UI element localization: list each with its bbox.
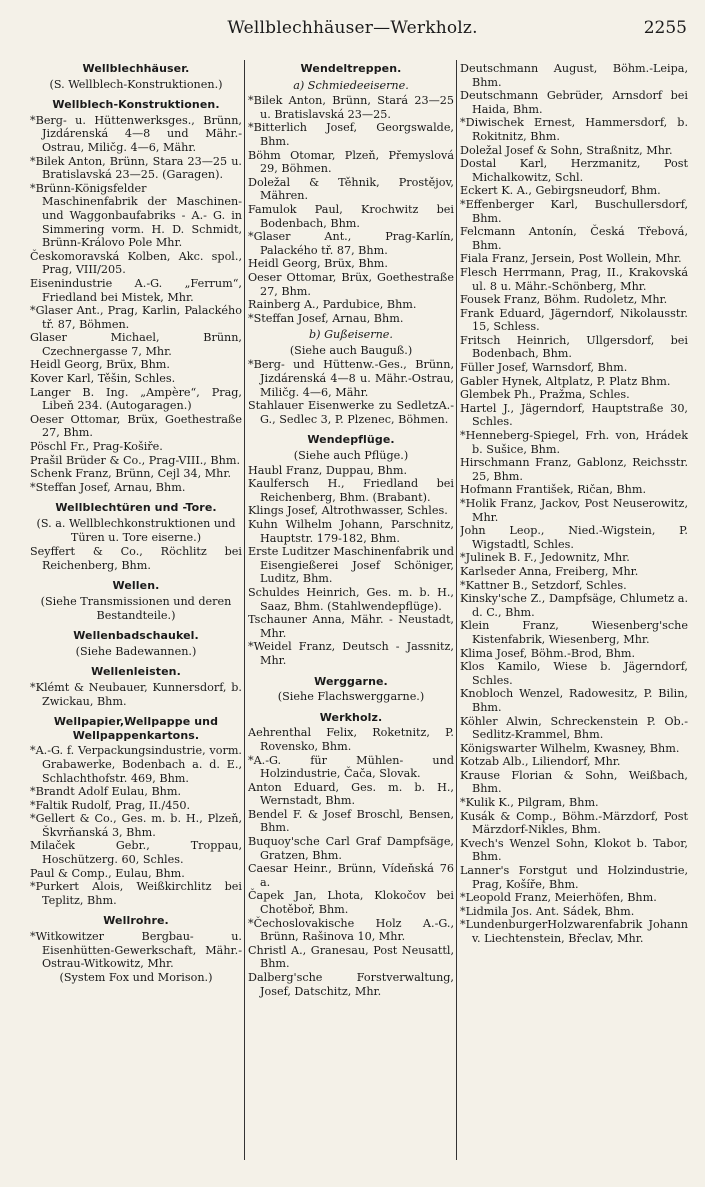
cross-reference-note: (System Fox und Morison.) [59, 970, 213, 984]
directory-entry: Erste Luditzer Maschinenfabrik und Eisengießerei Josef Schöniger, Luditz, Bhm. [248, 545, 454, 586]
directory-entry: Prašil Brüder & Co., Prag-VIII., Bhm. [30, 453, 241, 467]
directory-entry: Fousek Franz, Böhm. Rudoletz, Mhr. [460, 293, 668, 307]
directory-entry: Eisenindustrie A.-G. „Ferrum“, Friedland bei Mistek, Mhr. [30, 276, 242, 304]
directory-entry: Bendel F. & Josef Broschl, Bensen, Bhm. [248, 807, 454, 835]
directory-entry: *Effenberger Karl, Buschullersdorf, Bhm. [460, 197, 688, 225]
directory-entry: Milaček Gebr., Troppau, Hoschützerg. 60, Schles. [30, 839, 242, 867]
directory-entry: Königswarter Wilhelm, Kwasney, Bhm. [460, 741, 680, 755]
directory-entry: Kuhn Wilhelm Johann, Parschnitz, Hauptstr. 179-182, Bhm. [248, 518, 454, 545]
column-divider [456, 60, 457, 1160]
directory-entry: Pöschl Fr., Prag-Košiře. [30, 440, 163, 454]
directory-entry: Buquoy'sche Carl Graf Dampfsäge, Gratzen, Bhm. [248, 835, 454, 862]
directory-entry: *Holik Franz, Jackov, Post Neuserowitz, Mhr. [460, 497, 688, 524]
directory-entry: *Brünn-Königsfelder Maschinenfabrik der Maschinen- und Waggonbaufabriks - A.- G. in Simmering vorm. H. D. Schmidt, Brünn-Královo Pole Mhr. [30, 181, 242, 250]
section-heading: Werggarne. [314, 674, 388, 688]
directory-entry: Seyffert & Co., Röchlitz bei Reichenberg, Bhm. [30, 545, 242, 572]
directory-entry: *Julinek B. F., Jedownitz, Mhr. [460, 551, 630, 565]
directory-entry: Tschauner Anna, Mähr. - Neustadt, Mhr. [248, 613, 454, 640]
directory-entry: Anton Eduard, Ges. m. b. H., Wernstadt, Bhm. [248, 780, 454, 808]
directory-entry: *Steffan Josef, Arnau, Bhm. [248, 311, 404, 325]
cross-reference-note: (Siehe Transmissionen und deren Bestandteile.) [40, 594, 232, 622]
directory-entry: *Leopold Franz, Meierhöfen, Bhm. [460, 891, 657, 905]
directory-entry: *Klémt & Neubauer, Kunnersdorf, b. Zwickau, Bhm. [30, 680, 242, 708]
directory-entry: Haubl Franz, Duppau, Bhm. [248, 463, 407, 477]
directory-entry: *Glaser Ant., Prag-Karlín, Palackého tř. 87, Bhm. [248, 230, 454, 257]
directory-entry: Heidl Georg, Brüx, Bhm. [248, 257, 388, 271]
section-heading: Wellpapier,Wellpappe und Wellpappenkartons. [53, 715, 219, 742]
directory-entry: Hartel J., Jägerndorf, Hauptstraße 30, Schles. [460, 401, 688, 429]
directory-entry: *Glaser Ant., Prag, Karlin, Palackého tř. 87, Böhmen. [30, 304, 242, 331]
directory-entry: Schuldes Heinrich, Ges. m. b. H., Saaz, Bhm. (Stahlwendepflüge). [248, 585, 454, 613]
column-right [460, 62, 688, 946]
directory-entry: *Diwischek Ernest, Hammersdorf, b. Rokitnitz, Bhm. [460, 116, 688, 143]
directory-entry: Frank Eduard, Jägerndorf, Nikolausstr. 15, Schless. [460, 306, 688, 334]
directory-entry: *A.-G. f. Verpackungsindustrie, vorm. Grabawerke, Bodenbach a. d. E., Schlachthofstr. 469, Bhm. [30, 744, 242, 785]
directory-entry: Karlseder Anna, Freiberg, Mhr. [460, 564, 639, 578]
directory-entry: *Kattner B., Setzdorf, Schles. [460, 578, 627, 592]
directory-entry: Doležal & Těhnik, Prostějov, Mähren. [248, 175, 454, 203]
directory-entry: Krause Florian & Sohn, Weißbach, Bhm. [460, 768, 688, 796]
directory-entry: *Berg- u. Hüttenwerksges., Brünn, Jizdárenská 4—8 und Mähr.-Ostrau, Miličg. 4—6, Mähr. [30, 113, 242, 154]
directory-entry: Dostal Karl, Herzmanitz, Post Michalkowitz, Schl. [460, 157, 688, 184]
section-heading: Wellblechhäuser. [82, 62, 190, 75]
cross-reference-note: (S. Wellblech-Konstruktionen.) [49, 77, 223, 91]
cross-reference-note: (Siehe auch Bauguß.) [289, 343, 413, 357]
directory-entry: Kusák & Comp., Böhm.-Märzdorf, Post Märzdorf-Nikles, Bhm. [460, 809, 688, 837]
cross-reference-note: (Siehe auch Pflüge.) [293, 449, 409, 463]
directory-entry: Böhm Otomar, Plzeň, Přemyslová 29, Böhmen. [248, 148, 454, 176]
directory-entry: Klein Franz, Wiesenberg'sche Kistenfabrik, Wiesenberg, Mhr. [460, 619, 688, 646]
section-heading: Wendeltreppen. [300, 62, 402, 75]
directory-entry: Caesar Heinr., Brünn, Vídeňská 76 a. [248, 862, 454, 889]
directory-entry: Kotzab Alb., Liliendorf, Mhr. [460, 755, 621, 769]
directory-entry: Doležal Josef & Sohn, Straßnitz, Mhr. [460, 143, 673, 157]
directory-entry: Heidl Georg, Brüx, Bhm. [30, 358, 170, 372]
directory-entry: Klings Josef, Altrothwasser, Schles. [248, 504, 448, 518]
directory-entry: Eckert K. A., Gebirgsneudorf, Bhm. [460, 184, 661, 198]
section-heading: Wellblechtüren und -Tore. [55, 501, 217, 515]
directory-entry: Klima Josef, Böhm.-Brod, Bhm. [460, 646, 636, 660]
subsection-heading: b) Gußeiserne. [309, 328, 393, 342]
directory-entry: Glaser Michael, Brünn, Czechnergasse 7, Mhr. [30, 331, 242, 358]
directory-entry: *Brandt Adolf Eulau, Bhm. [30, 785, 182, 799]
directory-entry: Füller Josef, Warnsdorf, Bhm. [460, 361, 628, 375]
directory-entry: Kinsky'sche Z., Dampfsäge, Chlumetz a. d. C., Bhm. [460, 592, 688, 619]
section-heading: Wellenleisten. [91, 665, 181, 679]
directory-entry: Kover Karl, Těšin, Schles. [30, 372, 176, 386]
column-divider [244, 60, 245, 1160]
directory-entry: Dalberg'sche Forstverwaltung, Josef, Datschitz, Mhr. [248, 971, 454, 998]
directory-entry: Lanner's Forstgut und Holzindustrie, Prag, Košíře, Bhm. [460, 864, 688, 891]
section-heading: Wellen. [112, 579, 160, 593]
directory-entry: Schenk Franz, Brünn, Cejl 34, Mhr. [30, 467, 232, 481]
directory-entry: Stahlauer Eisenwerke zu SedletzA.-G., Sedlec 3, P. Plzenec, Böhmen. [248, 399, 454, 426]
directory-entry: *Lidmila Jos. Ant. Sádek, Bhm. [460, 904, 635, 918]
directory-entry: John Leop., Nied.-Wigstein, P. Wigstadtl, Schles. [460, 524, 688, 551]
directory-entry: *Bilek Anton, Brünn, Stará 23—25 u. Bratislavská 23—25. [248, 94, 454, 121]
section-heading: Wellblech-Konstruktionen. [52, 98, 220, 112]
directory-entry: Knobloch Wenzel, Radowesitz, P. Bilin, Bhm. [460, 687, 688, 714]
page-number: 2255 [643, 18, 687, 38]
column-middle [248, 62, 454, 998]
directory-entry: Aehrenthal Felix, Roketnitz, P. Rovensko, Bhm. [248, 726, 454, 753]
cross-reference-note: (Siehe Flachswerggarne.) [277, 690, 425, 704]
directory-entry: Felcmann Antonín, Česká Třebová, Bhm. [460, 225, 688, 252]
directory-entry: Hofmann František, Ričan, Bhm. [460, 483, 647, 497]
directory-entry: Paul & Comp., Eulau, Bhm. [30, 866, 185, 880]
directory-entry: *Bilek Anton, Brünn, Stara 23—25 u. Bratislavská 23—25. (Garagen). [30, 154, 242, 182]
directory-entry: *Čechoslovakische Holz A.-G., Brünn, Rašinova 10, Mhr. [248, 916, 454, 944]
section-heading: Wendepflüge. [307, 433, 395, 447]
running-title: Wellblechhäuser—Werkholz. [227, 18, 478, 38]
directory-entry: Deutschmann Gebrüder, Arnsdorf bei Haida, Bhm. [460, 89, 688, 116]
directory-entry: Fiala Franz, Jersein, Post Wollein, Mhr. [460, 252, 682, 266]
directory-entry: *Weidel Franz, Deutsch - Jassnitz, Mhr. [248, 640, 454, 667]
directory-entry: Kvech's Wenzel Sohn, Klokot b. Tabor, Bhm. [460, 836, 688, 864]
directory-entry: Oeser Ottomar, Brüx, Goethestraße 27, Bhm. [30, 412, 242, 440]
directory-entry: Flesch Herrmann, Prag, II., Krakovská ul. 8 u. Mähr.-Schönberg, Mhr. [460, 265, 688, 293]
cross-reference-note: (Siehe Badewannen.) [75, 644, 197, 658]
directory-entry: Rainberg A., Pardubice, Bhm. [248, 298, 417, 312]
section-heading: Wellenbadschaukel. [73, 629, 199, 643]
directory-entry: *Gellert & Co., Ges. m. b. H., Plzeň, Škvrňanská 3, Bhm. [30, 812, 242, 839]
directory-entry: *Berg- und Hüttenw.-Ges., Brünn, Jizdárenská 4—8 u. Mähr.-Ostrau, Miličg. 4—6, Mähr. [248, 358, 454, 399]
directory-entry: *Witkowitzer Bergbau- u. Eisenhütten-Gewerkschaft, Mähr.-Ostrau-Witkowitz, Mhr. [30, 930, 242, 971]
directory-entry: *Faltik Rudolf, Prag, II./450. [30, 798, 191, 812]
directory-entry: Hirschmann Franz, Gablonz, Reichsstr. 25, Bhm. [460, 456, 688, 483]
directory-entry: Gabler Hynek, Altplatz, P. Platz Bhm. [460, 374, 671, 388]
column-left [30, 62, 242, 985]
section-heading: Wellrohre. [103, 914, 169, 928]
directory-entry: Langer B. Ing. „Ampère“, Prag, Libeň 234. (Autogaragen.) [30, 385, 242, 413]
directory-entry: *Bitterlich Josef, Georgswalde, Bhm. [248, 121, 454, 148]
directory-entry: Köhler Alwin, Schreckenstein P. Ob.-Sedlitz-Krammel, Bhm. [460, 714, 688, 742]
directory-entry: Čapek Jan, Lhota, Klokočov bei Chotěboř, Bhm. [248, 889, 454, 917]
directory-entry: *Kulik K., Pilgram, Bhm. [460, 796, 599, 810]
directory-entry: Českomoravská Kolben, Akc. spol., Prag, VIII/205. [30, 249, 242, 277]
directory-entry: Deutschmann August, Böhm.-Leipa, Bhm. [460, 62, 688, 89]
directory-entry: *Henneberg-Spiegel, Frh. von, Hrádek b. Sušice, Bhm. [460, 429, 688, 456]
directory-entry: *Purkert Alois, Weißkirchlitz bei Teplitz, Bhm. [30, 880, 242, 907]
directory-entry: Christl A., Granesau, Post Neusattl, Bhm. [248, 943, 454, 971]
directory-entry: Oeser Ottomar, Brüx, Goethestraße 27, Bhm. [248, 270, 454, 298]
directory-entry: *LundenburgerHolzwarenfabrik Johann v. Liechtenstein, Břeclav, Mhr. [460, 918, 688, 945]
directory-entry: Kaulfersch H., Friedland bei Reichenberg, Bhm. (Brabant). [248, 477, 454, 504]
directory-entry: Klos Kamilo, Wiese b. Jägerndorf, Schles. [460, 660, 688, 687]
section-heading: Werkholz. [319, 710, 383, 724]
subsection-heading: a) Schmiedeeiserne. [293, 78, 409, 92]
directory-entry: *Steffan Josef, Arnau, Bhm. [30, 480, 186, 494]
directory-entry: Fritsch Heinrich, Ullgersdorf, bei Bodenbach, Bhm. [460, 333, 688, 361]
directory-entry: *A.-G. für Mühlen- und Holzindustrie, Čača, Slovak. [248, 753, 454, 781]
page-header [0, 18, 705, 44]
directory-entry: Famulok Paul, Krochwitz bei Bodenbach, Bhm. [248, 202, 454, 230]
directory-entry: Glembek Ph., Pražma, Schles. [460, 388, 630, 402]
cross-reference-note: (S. a. Wellblechkonstruktionen und Türen u. Tore eiserne.) [36, 517, 236, 544]
